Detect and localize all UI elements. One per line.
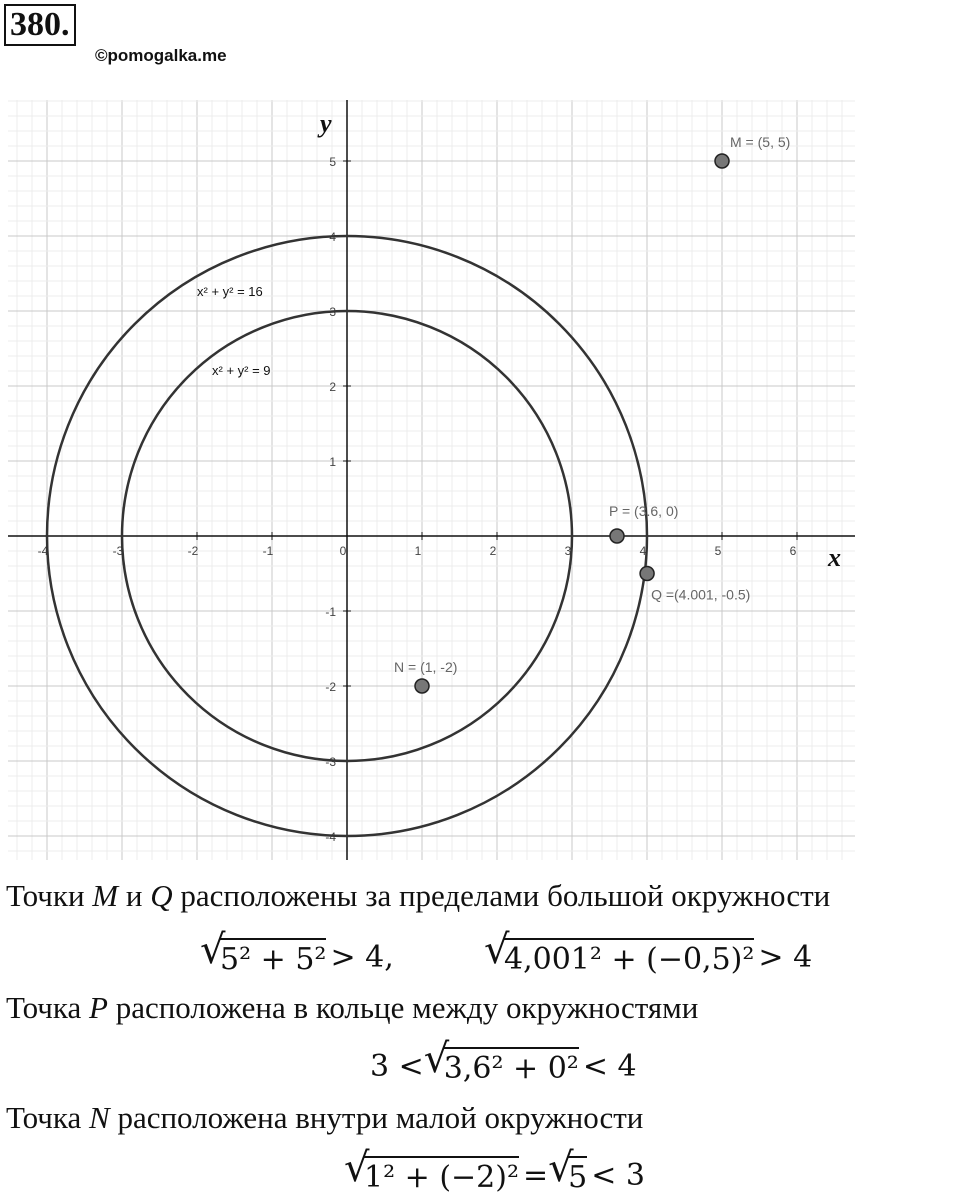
x-tick-label: -3 xyxy=(112,544,124,558)
x-tick-label: 3 xyxy=(564,544,572,558)
x-tick-label: 5 xyxy=(714,544,722,558)
y-tick-label: -3 xyxy=(325,755,336,769)
y-tick-label: 3 xyxy=(329,305,336,319)
point xyxy=(610,529,624,543)
grid xyxy=(8,100,855,860)
x-tick-label: 4 xyxy=(639,544,647,558)
y-tick-label: -1 xyxy=(325,605,336,619)
x-tick-label: 0 xyxy=(339,544,347,558)
x-tick-label: 6 xyxy=(789,544,797,558)
y-tick-label: 5 xyxy=(329,155,336,169)
problem-number: 380. xyxy=(4,4,76,46)
x-tick-label: -2 xyxy=(187,544,199,558)
watermark: ©pomogalka.me xyxy=(95,46,227,65)
y-tick-label: -2 xyxy=(325,680,336,694)
x-axis-label: x xyxy=(828,543,841,572)
statement-n: Точка N расположена внутри малой окружности xyxy=(6,1100,644,1135)
point xyxy=(640,567,654,581)
y-tick-label: 4 xyxy=(329,230,336,244)
point-label: M = (5, 5) xyxy=(730,134,791,150)
y-tick-label: 2 xyxy=(329,380,336,394)
equation-n: √ 1² + (−2)² = √ 5 < 3 xyxy=(344,1145,645,1195)
statement-mq: Точки M и Q расположены за пределами большой окружности xyxy=(6,878,831,913)
curve-label: x² + y² = 16 xyxy=(197,284,263,299)
equation-m: √ 5² + 5² > 4, xyxy=(200,927,394,977)
x-tick-label: -1 xyxy=(262,544,274,558)
point-label: N = (1, -2) xyxy=(394,659,458,675)
equation-p: 3 < √ 3,6² + 0² < 4 xyxy=(370,1036,637,1086)
y-tick-label: -4 xyxy=(325,830,336,844)
point xyxy=(715,154,729,168)
x-tick-label: 1 xyxy=(414,544,422,558)
point xyxy=(415,679,429,693)
x-tick-label: -4 xyxy=(37,544,49,558)
statement-p: Точка P расположена в кольце между окружностями xyxy=(6,990,699,1025)
equation-q: √ 4,001² + (−0,5)² > 4 xyxy=(484,927,813,977)
y-axis-label: y xyxy=(320,109,332,138)
coordinate-plot xyxy=(0,90,960,870)
point-label: P = (3.6, 0) xyxy=(609,503,679,519)
point-label: Q =(4.001, -0.5) xyxy=(651,586,751,603)
x-tick-label: 2 xyxy=(489,544,497,558)
y-tick-label: 1 xyxy=(329,455,336,469)
curve-label: x² + y² = 9 xyxy=(212,362,271,378)
